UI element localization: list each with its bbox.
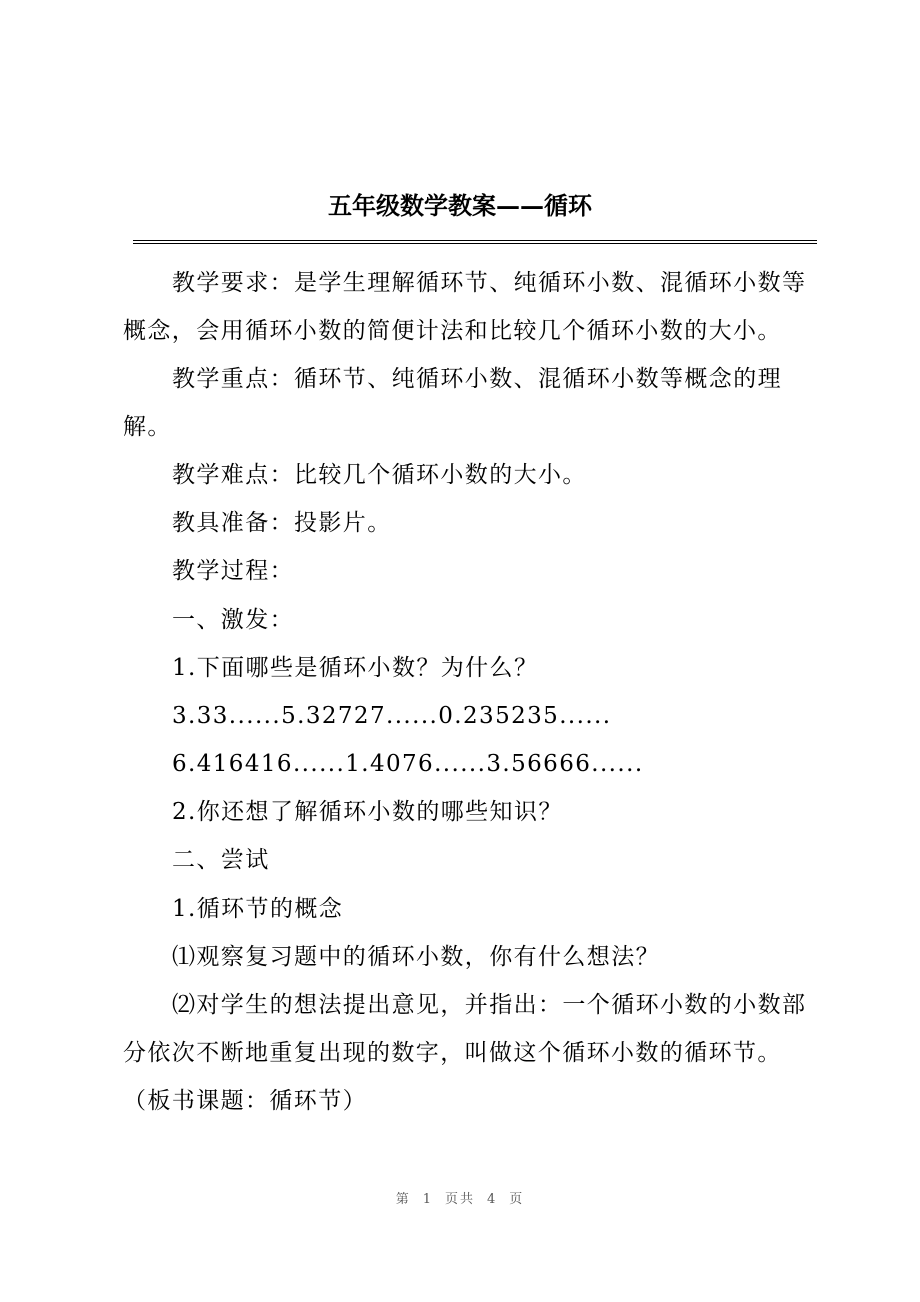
text-line: （板书课题：循环节） [123, 1088, 367, 1114]
document-title: 五年级数学教案——循环 [328, 191, 592, 220]
text-line: ⑵对学生的想法提出意见，并指出：一个循环小数的小数部 [172, 992, 807, 1018]
footer-label-of: 页共 [444, 1192, 475, 1207]
text-line: 1.下面哪些是循环小数？为什么？ [172, 655, 539, 681]
footer-label-page: 第 [395, 1192, 411, 1207]
text-line: 6.416416......1.4076......3.56666...... [172, 751, 644, 777]
text-line: 一、激发： [172, 607, 294, 633]
footer-total-pages: 4 [487, 1192, 498, 1207]
text-line: 教学难点：比较几个循环小数的大小。 [172, 462, 587, 488]
text-line: 分依次不断地重复出现的数字，叫做这个循环小数的循环节。 [123, 1040, 782, 1066]
text-line: 二、尝试 [172, 847, 270, 873]
footer-page-number: 1 [422, 1192, 433, 1207]
text-line: ⑴观察复习题中的循环小数，你有什么想法？ [172, 944, 660, 970]
text-line: 教学过程： [172, 558, 294, 584]
text-line: 2.你还想了解循环小数的哪些知识？ [172, 799, 563, 825]
text-line: 解。 [123, 414, 172, 440]
title-double-rule [133, 240, 817, 244]
text-line: 教学重点：循环节、纯循环小数、混循环小数等概念的理 [172, 366, 782, 392]
text-line: 1.循环节的概念 [172, 896, 344, 922]
text-line: 概念，会用循环小数的简便计法和比较几个循环小数的大小。 [123, 318, 782, 344]
page-footer [0, 1188, 920, 1207]
text-line: 3.33......5.32727......0.235235...... [172, 703, 612, 729]
footer-label-pages: 页 [509, 1192, 525, 1207]
text-line: 教学要求：是学生理解循环节、纯循环小数、混循环小数等 [172, 270, 807, 296]
text-line: 教具准备：投影片。 [172, 510, 392, 536]
